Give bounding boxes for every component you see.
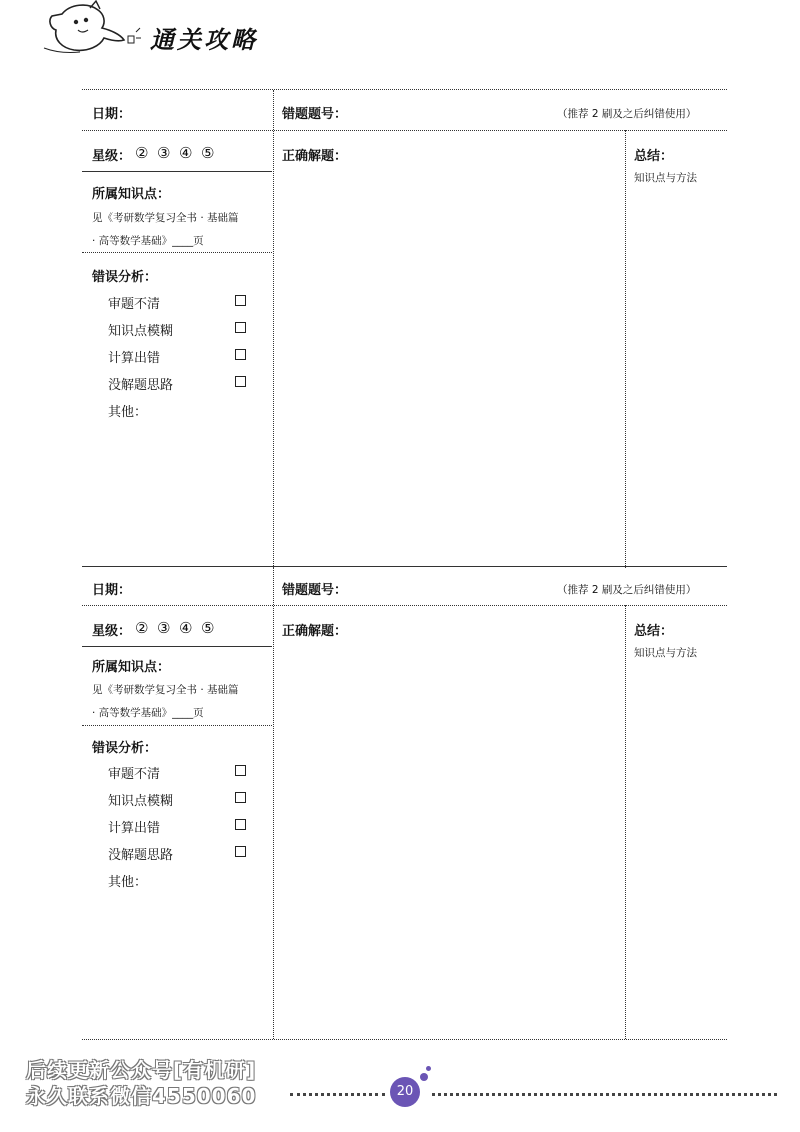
footer-dotted-line-right [432,1093,777,1096]
star-level-label: 星级： [92,624,132,639]
footer-dotted-line-left [290,1093,385,1096]
error-analysis-label: 错误分析： [92,270,158,285]
check-label-unclear-knowledge: 知识点模糊 [108,324,174,339]
page-number: 20 [390,1077,420,1107]
error-record-card-1 [82,89,727,568]
knowledge-point-reference-line2: · 高等数学基础》____页 [92,235,204,247]
usage-note: （推荐 2 刷及之后纠错使用） [557,584,697,596]
star-option-3[interactable]: ③ [157,144,171,162]
cartoon-mascot-icon [40,0,145,58]
check-label-calculation-error: 计算出错 [108,351,161,366]
checkbox-misread[interactable] [235,765,246,776]
checkbox-calculation-error[interactable] [235,349,246,360]
correct-solution-label: 正确解题： [282,624,348,639]
summary-label: 总结： [634,624,674,639]
knowledge-point-reference-line2: · 高等数学基础》____页 [92,707,204,719]
check-label-misread: 审题不清 [108,767,161,782]
checkbox-no-approach[interactable] [235,846,246,857]
check-label-unclear-knowledge: 知识点模糊 [108,794,174,809]
check-label-no-approach: 没解题思路 [108,378,174,393]
star-option-5[interactable]: ⑤ [201,619,215,637]
star-level-label: 星级： [92,149,132,164]
correct-solution-label: 正确解题： [282,149,348,164]
watermark-line-2: 永久联系微信4550060 [26,1084,257,1108]
knowledge-point-label: 所属知识点： [92,187,171,202]
page-header [40,0,300,60]
summary-subtitle: 知识点与方法 [634,647,697,659]
other-label: 其他： [108,405,148,420]
check-label-calculation-error: 计算出错 [108,821,161,836]
star-option-4[interactable]: ④ [179,619,193,637]
page-number-bubble-small [426,1066,431,1071]
error-analysis-label: 错误分析： [92,741,158,756]
date-label: 日期： [92,107,132,122]
star-option-2[interactable]: ② [135,619,149,637]
watermark-line-1: 后续更新公众号[有机研] [26,1058,257,1082]
other-label: 其他： [108,875,148,890]
date-label: 日期： [92,583,132,598]
wrong-question-number-label: 错题题号： [282,583,348,598]
star-option-5[interactable]: ⑤ [201,144,215,162]
knowledge-point-reference-line1: 见《考研数学复习全书 · 基础篇 [92,684,239,696]
page-title: 通关攻略 [150,25,258,54]
page-number-bubble [420,1073,428,1081]
checkbox-unclear-knowledge[interactable] [235,792,246,803]
checkbox-misread[interactable] [235,295,246,306]
check-label-no-approach: 没解题思路 [108,848,174,863]
summary-label: 总结： [634,149,674,164]
error-record-card-2 [82,567,727,1041]
knowledge-point-label: 所属知识点： [92,660,171,675]
usage-note: （推荐 2 刷及之后纠错使用） [557,108,697,120]
summary-subtitle: 知识点与方法 [634,172,697,184]
checkbox-calculation-error[interactable] [235,819,246,830]
wrong-question-number-label: 错题题号： [282,107,348,122]
star-option-2[interactable]: ② [135,144,149,162]
star-option-3[interactable]: ③ [157,619,171,637]
check-label-misread: 审题不清 [108,297,161,312]
star-option-4[interactable]: ④ [179,144,193,162]
checkbox-unclear-knowledge[interactable] [235,322,246,333]
knowledge-point-reference-line1: 见《考研数学复习全书 · 基础篇 [92,212,239,224]
checkbox-no-approach[interactable] [235,376,246,387]
